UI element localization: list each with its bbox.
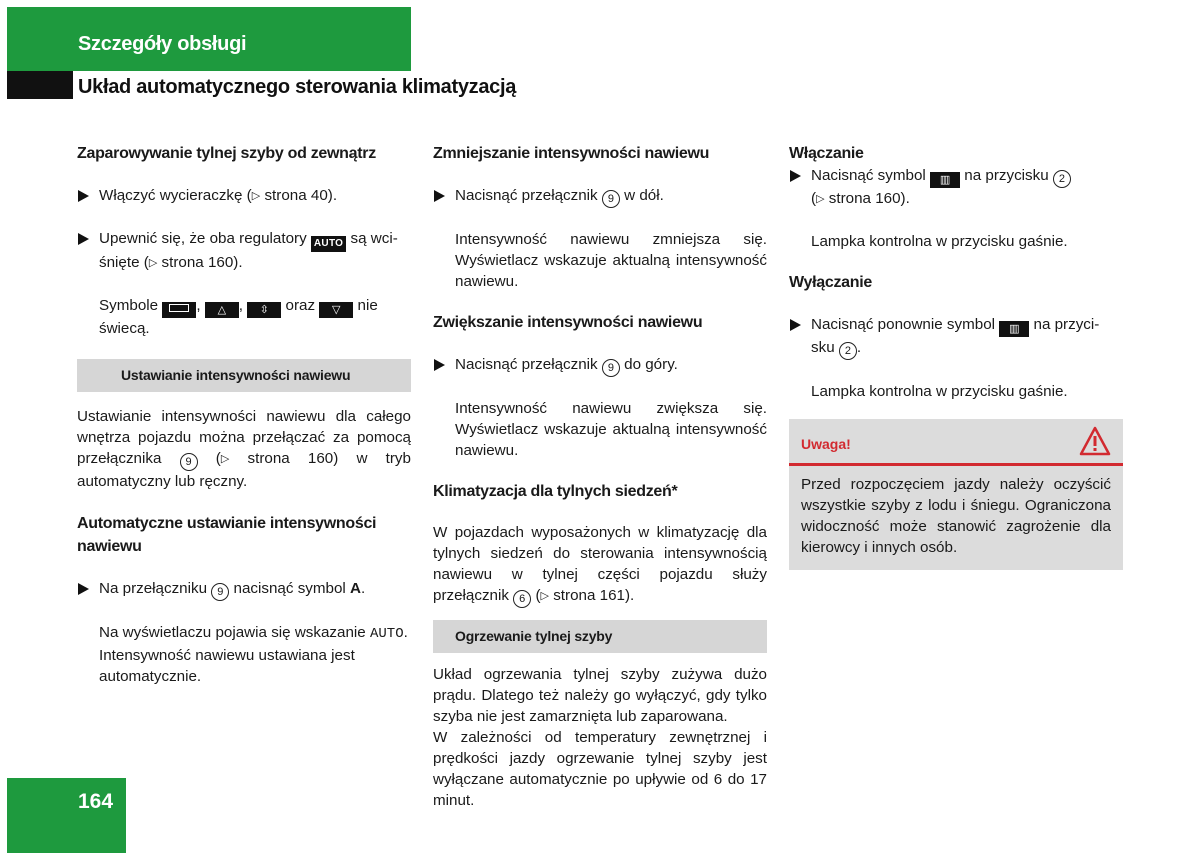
list-item: Nacisnąć przełącznik 9 w dół. <box>433 185 767 208</box>
see-page-arrow-icon: ▷ <box>540 590 549 602</box>
warning-text: Przed rozpoczęciem jazdy należy oczyścić wszystkie szyby z lodu i śniegu. Ograniczona widoczność może stanowić zagrożenie dla kierowcy i innych osób. <box>801 476 1111 556</box>
list-item: Upewnić się, że oba regulatory AUTO są wci- śnięte (▷ strona 160). <box>77 228 411 274</box>
rear-window-defrost-icon: ▥ <box>999 321 1029 337</box>
column-1 <box>77 140 411 687</box>
control-number-9: 9 <box>180 453 198 471</box>
subsection-box: Ogrzewanie tylnej szyby <box>433 620 767 653</box>
page-subtitle: Układ automatycznego sterowania klimatyzacją <box>78 76 517 98</box>
symbols-note: Symbole , △ , ⇳ oraz ▽ nie świecą. <box>99 297 378 337</box>
control-number-9: 9 <box>211 583 229 601</box>
warning-header <box>789 419 1123 466</box>
airflow-middle-icon: ⇳ <box>247 302 281 318</box>
see-page-arrow-icon: ▷ <box>220 453 230 465</box>
paragraph: W pojazdach wyposażonych w klimatyzację dla tylnych siedzeń do sterowania intensywnością nawiewu w tylnej części pojazdu służy przełącznik 6 (▷ strona 161). <box>433 522 767 608</box>
paragraph: Intensywność nawiewu zmniejsza się. Wyświetlacz wskazuje aktualną intensywność nawiewu. <box>455 231 767 290</box>
auto-button-symbol: AUTO <box>311 236 346 252</box>
paragraph: Układ ogrzewania tylnej szyby zużywa dużo prądu. Dlatego też należy go wyłączyć, gdy tylko szyba nie jest zamarznięta lub zaparowana. <box>433 666 767 725</box>
paragraph: Lampka kontrolna w przycisku gaśnie. <box>811 233 1068 250</box>
display-note: Na wyświetlaczu pojawia się wskazanie AUTO. Intensywność nawiewu ustawiana jest automatycznie. <box>99 624 408 685</box>
warning-label: Uwaga! <box>801 436 851 452</box>
page-number: 164 <box>78 790 114 813</box>
see-page-arrow-icon: ▷ <box>148 257 158 269</box>
airflow-down-icon: ▽ <box>319 302 353 318</box>
list-item: Włączyć wycieraczkę (▷ strona 40). <box>77 185 411 207</box>
triangle-bullet-icon <box>434 359 445 371</box>
heading-off: Wyłączanie <box>789 274 872 291</box>
list-item: Nacisnąć ponownie symbol ▥ na przyci- sku 2 . <box>789 314 1123 360</box>
heading-decrease: Zmniejszanie intensywności nawiewu <box>433 145 710 162</box>
list-item: Nacisnąć przełącznik 9 do góry. <box>433 354 767 377</box>
paragraph: Lampka kontrolna w przycisku gaśnie. <box>811 383 1068 400</box>
see-page-arrow-icon: ▷ <box>251 190 261 202</box>
control-number-2: 2 <box>1053 170 1071 188</box>
control-number-9: 9 <box>602 190 620 208</box>
heading-rear-climate: Klimatyzacja dla tylnych siedzeń* <box>433 483 678 500</box>
rear-window-defrost-icon: ▥ <box>930 172 960 188</box>
windshield-airflow-icon <box>162 302 196 318</box>
subsection-box: Ustawianie intensywności nawiewu <box>77 359 411 392</box>
column-3 <box>789 140 1123 570</box>
paragraph: W zależności od temperatury zewnętrznej i prędkości jazdy ogrzewanie tylnej szyby jest wyłączane automatycznie po upływie od 6 do 17 minut. <box>433 729 767 809</box>
section-title: Szczegóły obsługi <box>78 33 247 55</box>
control-number-9: 9 <box>602 359 620 377</box>
paragraph: Intensywność nawiewu zwiększa się. Wyświetlacz wskazuje aktualną intensywność nawiewu. <box>455 400 767 459</box>
airflow-up-icon: △ <box>205 302 239 318</box>
heading-auto-airflow: Automatyczne ustawianie intensywności nawiewu <box>77 515 377 555</box>
see-page-arrow-icon: ▷ <box>816 193 825 205</box>
triangle-bullet-icon <box>434 190 445 202</box>
control-number-2: 2 <box>839 342 857 360</box>
triangle-bullet-icon <box>78 583 89 595</box>
triangle-bullet-icon <box>790 170 801 182</box>
triangle-bullet-icon <box>78 190 89 202</box>
heading-fogging: Zaparowywanie tylnej szyby od zewnątrz <box>77 145 376 162</box>
control-number-6: 6 <box>513 590 531 608</box>
paragraph: Ustawianie intensywności nawiewu dla całego wnętrza pojazdu można przełączać za pomocą przełącznika 9 (▷ strona 160) w tryb automatyczny lub ręczny. <box>77 408 411 490</box>
warning-box <box>789 419 1123 570</box>
triangle-bullet-icon <box>790 319 801 331</box>
list-item: Nacisnąć symbol ▥ na przycisku 2 (▷ strona 160). <box>789 165 1123 210</box>
column-2 <box>433 140 767 811</box>
list-item: Na przełączniku 9 nacisnąć symbol A. <box>77 578 411 601</box>
triangle-bullet-icon <box>78 233 89 245</box>
heading-increase: Zwiększanie intensywności nawiewu <box>433 314 703 331</box>
warning-triangle-icon <box>1079 426 1111 456</box>
heading-on: Włączanie <box>789 145 864 162</box>
subtitle-marker <box>7 71 73 99</box>
